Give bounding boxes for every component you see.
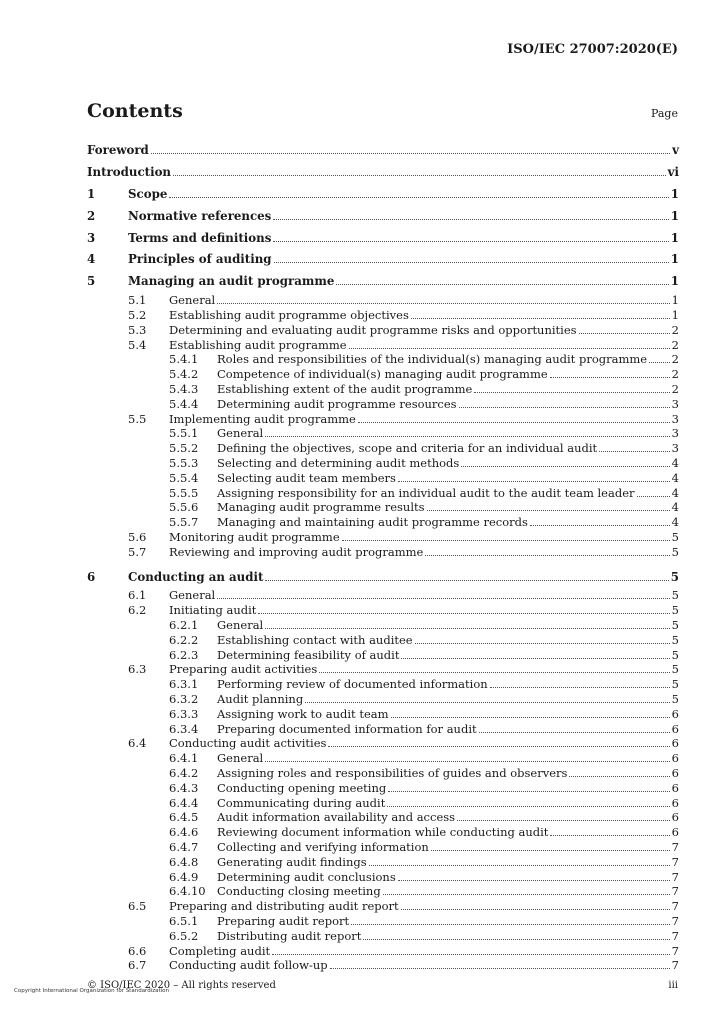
dot-leader [398, 879, 670, 881]
toc-entry-page: 5 [670, 569, 679, 584]
toc-entry-page: 7 [671, 840, 679, 855]
toc-entry[interactable] [87, 486, 679, 501]
dot-leader [401, 657, 669, 659]
toc-entry-title: Assigning roles and responsibilities of guides and observers [217, 766, 568, 781]
toc-entry[interactable] [87, 692, 679, 707]
toc-entry-page: 7 [671, 914, 679, 928]
toc-entry-title: Foreword [87, 143, 149, 157]
toc-entry[interactable] [87, 781, 679, 796]
dot-leader [265, 579, 668, 581]
toc-entry-page: 3 [671, 411, 679, 426]
toc-entry-number: 6.4.4 [169, 795, 199, 810]
dot-leader [479, 731, 670, 733]
toc-entry-title: Introduction [87, 164, 172, 179]
toc-entry-title: Competence of individual(s) managing audit programme [217, 367, 548, 382]
toc-entry-number: 5.3 [128, 322, 147, 337]
toc-entry-title: Normative references [128, 208, 272, 223]
toc-entry-page: 4 [671, 500, 679, 515]
dot-leader [461, 465, 669, 467]
toc-entry-number: 6.7 [128, 958, 147, 973]
toc-entry-page: 1 [670, 186, 679, 201]
dot-leader [550, 834, 669, 836]
toc-entry-page: 7 [671, 899, 679, 914]
toc-entry[interactable] [87, 293, 679, 308]
dot-leader [274, 261, 669, 263]
toc-entry-title: Reviewing document information while conducting audit [217, 825, 549, 840]
toc-entry-page: 3 [671, 396, 679, 411]
toc-entry-title: Establishing contact with auditee [217, 632, 413, 647]
toc-entry-number: 6.3.2 [169, 692, 199, 707]
toc-entry-number: 6.4 [128, 736, 147, 751]
toc-entry[interactable] [87, 441, 679, 456]
toc-entry-page: 1 [671, 308, 679, 323]
toc-entry-number: 5.5.1 [169, 426, 199, 441]
toc-entry-title: Determining audit programme resources [217, 396, 457, 411]
toc-entry-page: 1 [670, 230, 679, 245]
dot-leader [330, 967, 670, 969]
toc-entry-title: Audit planning [217, 692, 304, 707]
toc-entry-page: 6 [671, 766, 679, 781]
toc-entry-title: Conducting an audit [128, 569, 264, 584]
dot-leader [342, 539, 670, 541]
toc-entry-title: Preparing and distributing audit report [169, 899, 399, 914]
toc-entry-number: 6.6 [128, 943, 147, 958]
toc-entry-page: 7 [671, 869, 679, 884]
toc-entry-page: 5 [671, 692, 679, 707]
toc-entry-page: 5 [671, 544, 679, 559]
toc-entry-number: 5.4 [128, 337, 147, 352]
page-column-label: Page [650, 107, 678, 120]
toc-entry-number: 6.1 [128, 588, 147, 603]
dot-leader [474, 391, 669, 393]
toc-entry-page: 6 [671, 795, 679, 810]
dot-leader [151, 152, 670, 154]
toc-entry-number: 6.4.6 [169, 825, 199, 840]
toc-entry-title: Completing audit [169, 943, 271, 958]
toc-entry[interactable] [87, 707, 679, 722]
toc-entry[interactable] [87, 352, 679, 367]
dot-leader [265, 760, 669, 762]
toc-entry-page: 1 [670, 208, 679, 223]
dot-leader [358, 421, 670, 423]
dot-leader [383, 893, 670, 895]
dot-leader [273, 240, 668, 242]
toc-entry-title: Distributing audit report [217, 928, 362, 943]
toc-entry[interactable] [87, 271, 679, 293]
dot-leader [431, 849, 670, 851]
toc-entry-number: 6.3.1 [169, 677, 199, 692]
dot-leader [599, 450, 670, 452]
toc-entry-page: 3 [671, 441, 679, 456]
toc-entry-page: v [672, 143, 679, 157]
toc-entry-page: 7 [671, 958, 679, 973]
toc-entry-title: Preparing documented information for audit [217, 721, 477, 736]
dot-leader [490, 686, 670, 688]
toc-entry[interactable] [87, 456, 679, 471]
toc-entry-title: General [217, 426, 264, 441]
toc-entry-page: 1 [670, 274, 679, 289]
toc-entry-number: 6.4.2 [169, 766, 199, 781]
toc-entry[interactable] [87, 515, 679, 530]
toc-entry-number: 6.5 [128, 899, 147, 914]
dot-leader [401, 908, 670, 910]
toc-entry-page: 2 [671, 352, 679, 367]
toc-entry-page: 7 [671, 928, 679, 943]
toc-entry[interactable] [87, 736, 679, 751]
toc-entry[interactable] [87, 677, 679, 692]
toc-entry[interactable] [87, 825, 679, 840]
toc-entry-page: 1 [670, 252, 679, 267]
toc-entry-number: 5.5.4 [169, 470, 199, 485]
toc-entry-title: Preparing audit report [217, 914, 350, 928]
toc-entry-number: 6.4.8 [169, 854, 199, 869]
toc-entry-number: 6.2.1 [169, 618, 199, 633]
toc-entry-page: 5 [671, 662, 679, 677]
toc-entry[interactable] [87, 840, 679, 855]
toc-entry-page: 4 [671, 470, 679, 485]
toc-entry[interactable] [87, 206, 679, 228]
toc-entry[interactable] [87, 530, 679, 545]
toc-entry-page: 7 [671, 884, 679, 899]
toc-entry-title: Preparing audit activities [169, 662, 318, 677]
dot-leader [258, 612, 669, 614]
toc-entry-number: 6.2.3 [169, 647, 199, 662]
toc-entry[interactable] [87, 810, 679, 825]
toc-entry[interactable] [87, 633, 679, 648]
toc-entry-number: 5.4.4 [169, 396, 199, 411]
document-identifier: ISO/IEC 27007:2020(E) [507, 42, 678, 57]
dot-leader [415, 642, 670, 644]
toc-entry-number: 6.3.3 [169, 706, 199, 721]
dot-leader [173, 174, 666, 176]
toc-entry-number: 5.5.5 [169, 485, 199, 500]
toc-entry[interactable] [87, 618, 679, 633]
dot-leader [398, 480, 670, 482]
toc-entry-title: Collecting and verifying information [217, 840, 429, 855]
toc-entry-page: 7 [671, 943, 679, 958]
toc-entry-number: 5.5.7 [169, 515, 199, 530]
toc-entry[interactable] [87, 855, 679, 870]
toc-entry-page: 5 [671, 632, 679, 647]
toc-entry[interactable] [87, 382, 679, 397]
toc-entry-number: 1 [87, 186, 96, 201]
toc-entry-title: General [217, 751, 264, 766]
toc-entry-title: Defining the objectives, scope and criteria for an individual audit [217, 441, 598, 456]
toc-entry-title: Assigning responsibility for an individual audit to the audit team leader [217, 485, 635, 500]
toc-entry[interactable] [87, 249, 679, 271]
toc-entry[interactable] [87, 471, 679, 486]
toc-entry[interactable] [87, 603, 679, 618]
toc-entry-number: 5.5 [128, 411, 147, 426]
toc-entry-title: General [169, 588, 216, 603]
toc-entry[interactable] [87, 412, 679, 427]
dot-leader [391, 716, 670, 718]
toc-entry-number: 6.5.2 [169, 928, 199, 943]
toc-entry-number: 5.6 [128, 529, 147, 544]
toc-entry[interactable] [87, 228, 679, 250]
toc-entry-title: Implementing audit programme [169, 411, 356, 426]
dot-leader [649, 361, 670, 363]
toc-entry-title: Establishing audit programme objectives [169, 308, 409, 323]
toc-entry-page: 4 [671, 515, 679, 530]
toc-entry-number: 5.5.3 [169, 456, 199, 470]
toc-entry[interactable] [87, 914, 679, 929]
dot-leader [351, 923, 670, 925]
toc-entry-number: 6.2 [128, 603, 147, 618]
toc-entry[interactable] [87, 162, 679, 184]
toc-entry[interactable] [87, 944, 679, 959]
toc-entry-title: Conducting opening meeting [217, 780, 387, 795]
toc-entry[interactable] [87, 751, 679, 766]
dot-leader [272, 953, 670, 955]
dot-leader [459, 406, 670, 408]
toc-entry-page: 2 [671, 367, 679, 382]
toc-entry-page: 5 [671, 618, 679, 633]
toc-entry-number: 5.1 [128, 293, 147, 308]
toc-entry[interactable] [87, 140, 679, 162]
dot-leader [411, 317, 670, 319]
toc-entry[interactable] [87, 184, 679, 206]
toc-entry-title: General [217, 618, 264, 633]
dot-leader [217, 302, 669, 304]
toc-entry-page: 6 [671, 706, 679, 721]
toc-entry[interactable] [87, 648, 679, 663]
dot-leader [169, 196, 668, 198]
toc-entry-number: 6.4.5 [169, 810, 199, 825]
dot-leader [265, 627, 669, 629]
dot-leader [305, 701, 669, 703]
toc-entry-title: Selecting audit team members [217, 470, 396, 485]
toc-entry[interactable] [87, 870, 679, 885]
toc-entry[interactable] [87, 338, 679, 353]
toc-entry[interactable] [87, 367, 679, 382]
toc-entry-number: 5.4.3 [169, 382, 199, 397]
toc-entry-page: 4 [671, 485, 679, 500]
toc-entry-title: Performing review of documented information [217, 677, 488, 692]
toc-entry-number: 4 [87, 252, 96, 267]
toc-entry-title: Establishing extent of the audit programme [217, 382, 473, 397]
toc-entry-title: Terms and definitions [128, 230, 272, 245]
toc-entry-title: Assigning work to audit team [217, 706, 389, 721]
toc-entry-page: vi [667, 164, 679, 179]
toc-entry-title: Conducting audit activities [169, 736, 327, 751]
toc-entry-number: 5 [87, 274, 96, 289]
toc-entry-page: 6 [671, 810, 679, 825]
toc-entry-title: Reviewing and improving audit programme [169, 544, 424, 559]
toc-entry[interactable] [87, 899, 679, 914]
toc-entry-number: 6 [87, 569, 96, 584]
footer-page-number: iii [668, 980, 678, 991]
toc-entry[interactable] [87, 722, 679, 737]
toc-entry[interactable] [87, 397, 679, 412]
toc-entry-page: 6 [671, 721, 679, 736]
toc-entry-number: 6.3 [128, 662, 147, 677]
toc-entry-page: 6 [671, 751, 679, 766]
page-title: Contents [87, 100, 183, 122]
toc-entry[interactable] [87, 796, 679, 811]
toc-entry-title: Selecting and determining audit methods [217, 456, 460, 470]
toc-entry-title: Scope [128, 186, 168, 201]
dot-leader [388, 790, 669, 792]
toc-entry-page: 5 [671, 529, 679, 544]
toc-entry[interactable] [87, 308, 679, 323]
toc-entry-number: 5.7 [128, 544, 147, 559]
toc-entry[interactable] [87, 500, 679, 515]
toc-entry-page: 5 [671, 603, 679, 618]
dot-leader [569, 775, 669, 777]
dot-leader [550, 376, 670, 378]
toc-entry-page: 6 [671, 736, 679, 751]
toc-entry[interactable] [87, 426, 679, 441]
toc-entry-number: 6.5.1 [169, 914, 199, 928]
dot-leader [427, 509, 670, 511]
dot-leader [349, 347, 670, 349]
toc-entry-number: 6.4.3 [169, 780, 199, 795]
dot-leader [530, 524, 670, 526]
toc-entry[interactable] [87, 662, 679, 677]
dot-leader [217, 597, 669, 599]
watermark-text: Copyright International Organization for Standardization [14, 988, 170, 994]
toc-entry-page: 1 [671, 293, 679, 308]
toc-entry-title: Roles and responsibilities of the individual(s) managing audit programme [217, 352, 648, 367]
toc-entry-title: Establishing audit programme [169, 337, 347, 352]
toc-entry[interactable] [87, 588, 679, 603]
toc-entry-page: 5 [671, 677, 679, 692]
toc-entry-number: 6.4.1 [169, 751, 199, 766]
dot-leader [425, 554, 669, 556]
toc-entry-title: Conducting closing meeting [217, 884, 381, 899]
toc-entry-page: 7 [671, 854, 679, 869]
dot-leader [579, 332, 670, 334]
toc-entry-title: Managing and maintaining audit programme records [217, 515, 528, 530]
toc-entry-page: 2 [671, 322, 679, 337]
dot-leader [273, 218, 668, 220]
dot-leader [637, 495, 670, 497]
toc-entry-number: 2 [87, 208, 96, 223]
toc-entry-number: 6.4.9 [169, 869, 199, 884]
toc-entry-page: 4 [671, 456, 679, 470]
dot-leader [457, 819, 670, 821]
toc-entry-title: Initiating audit [169, 603, 257, 618]
dot-leader [387, 805, 669, 807]
toc-entry-title: General [169, 293, 216, 308]
toc-entry-number: 5.4.2 [169, 367, 199, 382]
toc-entry-number: 6.3.4 [169, 721, 199, 736]
toc-entry-page: 2 [671, 382, 679, 397]
toc-entry[interactable] [87, 958, 679, 973]
toc-entry-title: Monitoring audit programme [169, 529, 340, 544]
toc-entry-title: Determining audit conclusions [217, 869, 396, 884]
dot-leader [265, 435, 669, 437]
dot-leader [328, 745, 669, 747]
toc-entry-page: 3 [671, 426, 679, 441]
dot-leader [319, 671, 669, 673]
toc-entry[interactable] [87, 545, 679, 560]
toc-entry[interactable] [87, 929, 679, 944]
toc-entry-title: Principles of auditing [128, 252, 272, 267]
dot-leader [363, 938, 669, 940]
toc-entry-page: 6 [671, 780, 679, 795]
toc-entry-page: 2 [671, 337, 679, 352]
toc-entry-number: 5.4.1 [169, 352, 199, 367]
toc-entry-page: 5 [671, 647, 679, 662]
toc-entry[interactable] [87, 567, 679, 589]
toc-entry-title: Conducting audit follow-up [169, 958, 328, 973]
toc-entry-number: 5.5.2 [169, 441, 199, 456]
toc-entry-number: 6.2.2 [169, 632, 199, 647]
toc-entry-title: Generating audit findings [217, 854, 367, 869]
toc-entry-title: Communicating during audit [217, 795, 386, 810]
toc-entry[interactable] [87, 884, 679, 899]
toc-entry-title: Managing an audit programme [128, 274, 335, 289]
toc-entry-page: 6 [671, 825, 679, 840]
toc-entry-title: Audit information availability and access [217, 810, 456, 825]
dot-leader [369, 864, 670, 866]
toc-entry-page: 5 [671, 588, 679, 603]
toc-entry-title: Managing audit programme results [217, 500, 425, 515]
toc-entry-number: 6.4.10 [169, 884, 206, 899]
footer-copyright: © ISO/IEC 2020 – All rights reserved [87, 980, 276, 991]
toc-entry-number: 5.5.6 [169, 500, 199, 515]
table-of-contents [87, 140, 679, 973]
toc-entry-number: 3 [87, 230, 96, 245]
toc-entry-number: 5.2 [128, 308, 147, 323]
toc-entry-title: Determining feasibility of audit [217, 647, 400, 662]
toc-entry[interactable] [87, 766, 679, 781]
toc-entry-number: 6.4.7 [169, 840, 199, 855]
toc-entry-title: Determining and evaluating audit programme risks and opportunities [169, 322, 577, 337]
dot-leader [336, 283, 668, 285]
toc-entry[interactable] [87, 323, 679, 338]
